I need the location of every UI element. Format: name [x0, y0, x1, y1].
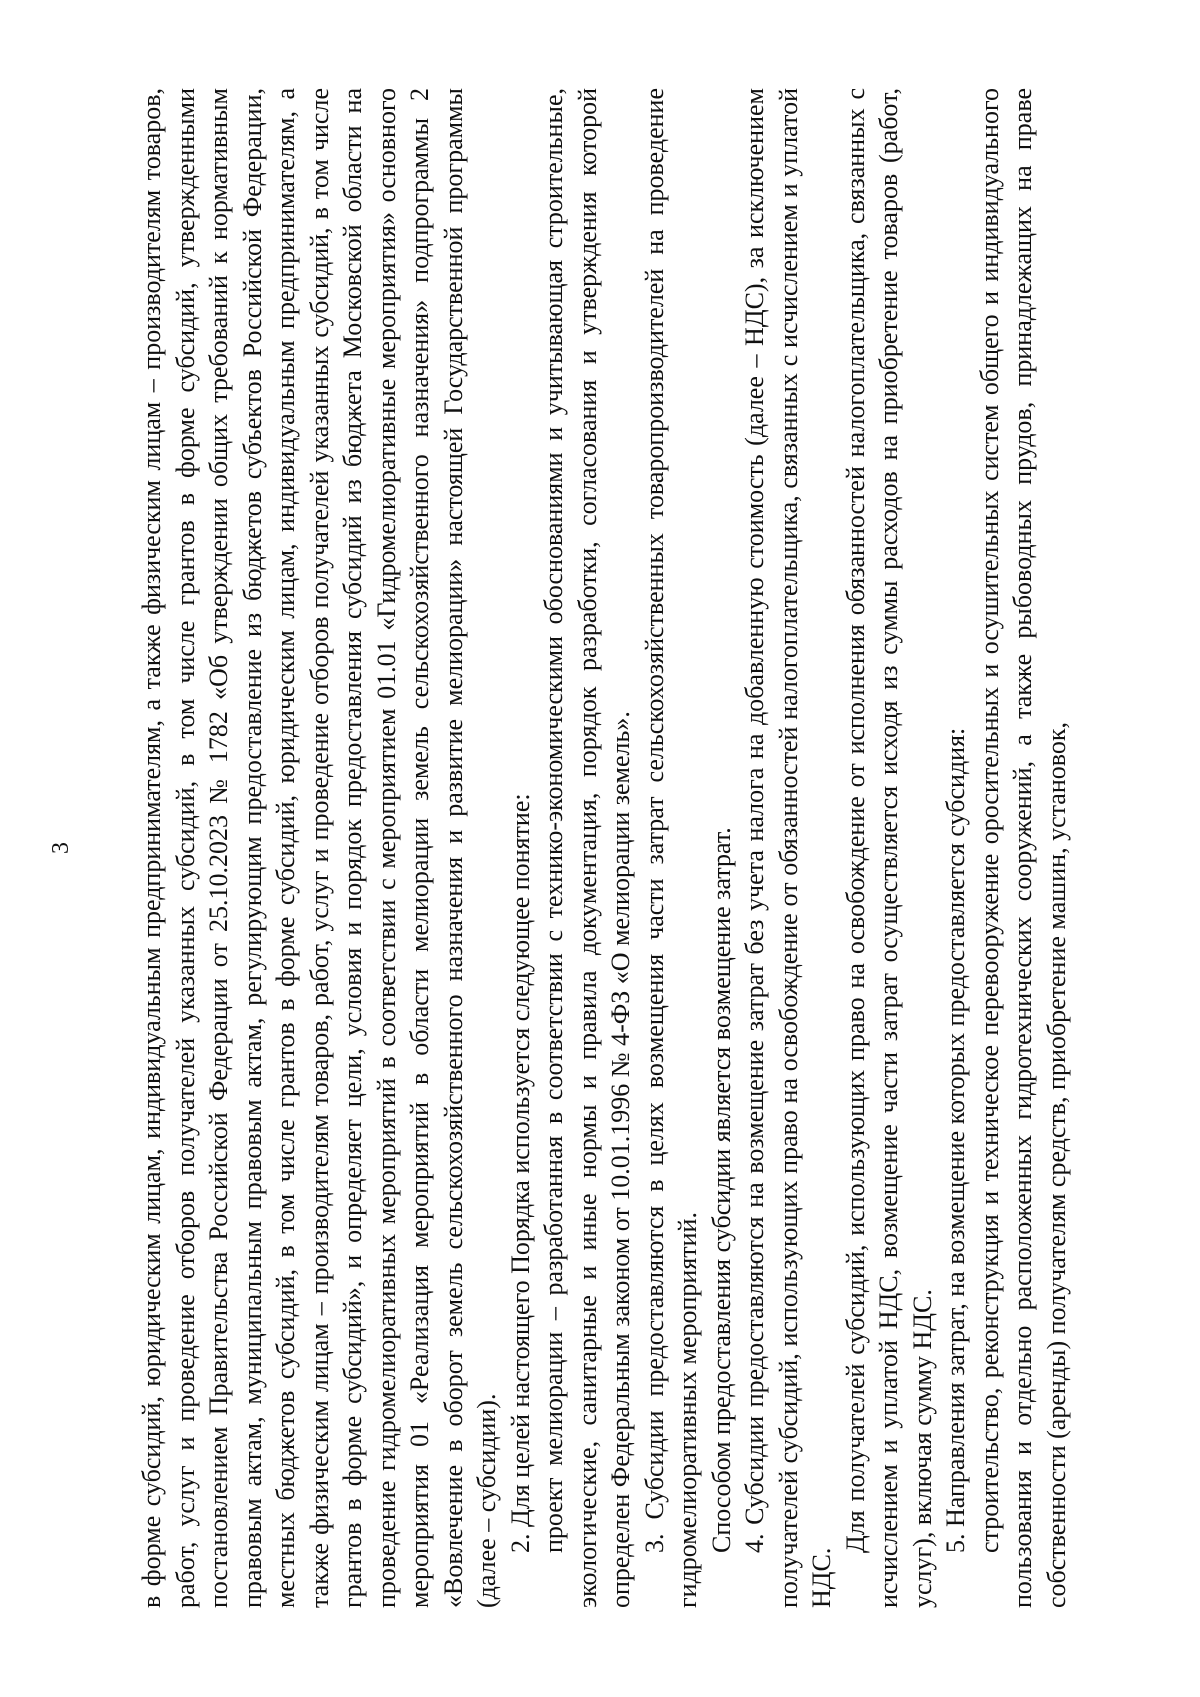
paragraph-4: 3. Субсидии предоставляются в целях возмещения части затрат сельскохозяйственных товаропроизводителей на проведение гидромелиоративных мероприятий. — [639, 88, 702, 1608]
page-number: 3 — [48, 842, 74, 854]
paragraph-7: Для получателей субсидий, использующих право на освобождение от исполнения обязанностей налогоплательщика, связанных с исчислением и уплатой НДС, возмещение части затрат осуществляется исходя из суммы расходов на приобретение товаров (работ, услуг), включая сумму НДС. — [840, 88, 937, 1608]
paragraph-1: в форме субсидий, юридическим лицам, индивидуальным предпринимателям, а также физическим лицам – производителям товаров, работ, услуг и проведение отборов получателей указанных субсидий, в том числе грантов в форме субсидий, утвержденными постановлением Правительства Российской Федерации от 25.10.2023 № 1782 «Об утверждении общих требований к нормативным правовым актам, муниципальным правовым актам, регулирующим предоставление из бюджетов субъектов Российской Федерации, местных бюджетов субсидий, в том числе грантов в форме субсидий, юридическим лицам, индивидуальным предпринимателям, а также физическим лицам – производителям товаров, работ, услуг и проведение отборов получателей указанных субсидий, в том числе грантов в форме субсидий», и определяет цели, условия и порядок предоставления субсидий из бюджета Московской области на проведение гидромелиоративных мероприятий в соответствии с мероприятием 01.01 «Гидромелиоративные мероприятия» основного мероприятия 01 «Реализация мероприятий в области мелиорации земель сельскохозяйственного назначения» подпрограммы 2 «Вовлечение в оборот земель сельскохозяйственного назначения и развитие мелиорации» настоящей Государственной программы (далее – субсидии). — [137, 88, 501, 1608]
paragraph-6: 4. Субсидии предоставляются на возмещение затрат без учета налога на добавленную стоимость (далее – НДС), за исключением получателей субсидий, использующих право на освобождение от обязанностей налогоплательщика, связанных с исчислением и уплатой НДС. — [740, 88, 836, 1608]
paragraph-8: 5. Направления затрат, на возмещение которых предоставляется субсидия: — [941, 727, 970, 1553]
paragraph-5: Способом предоставления субсидии является возмещение затрат. — [706, 827, 736, 1553]
document-page — [48, 88, 1071, 1608]
paragraph-3: проект мелиорации – разработанная в соответствии с технико-экономическими обоснованиями и учитывающая строительные, экологические, санитарные и иные нормы и правила документация, порядок разработки, согласования и утверждения которой определен Федеральным законом от 10.01.1996 № 4-ФЗ «О мелиорации земель». — [539, 88, 635, 1608]
paragraph-2: 2. Для целей настоящего Порядка используется следующее понятие: — [505, 793, 535, 1553]
paragraph-9: строительство, реконструкция и техническое перевооружение оросительных и осушительных систем общего и индивидуального пользования и отдельно расположенных гидротехнических сооружений, а также рыбоводных прудов, принадлежащих на праве собственности (аренды) получателям средств, приобретение машин, установок, — [974, 88, 1071, 1608]
